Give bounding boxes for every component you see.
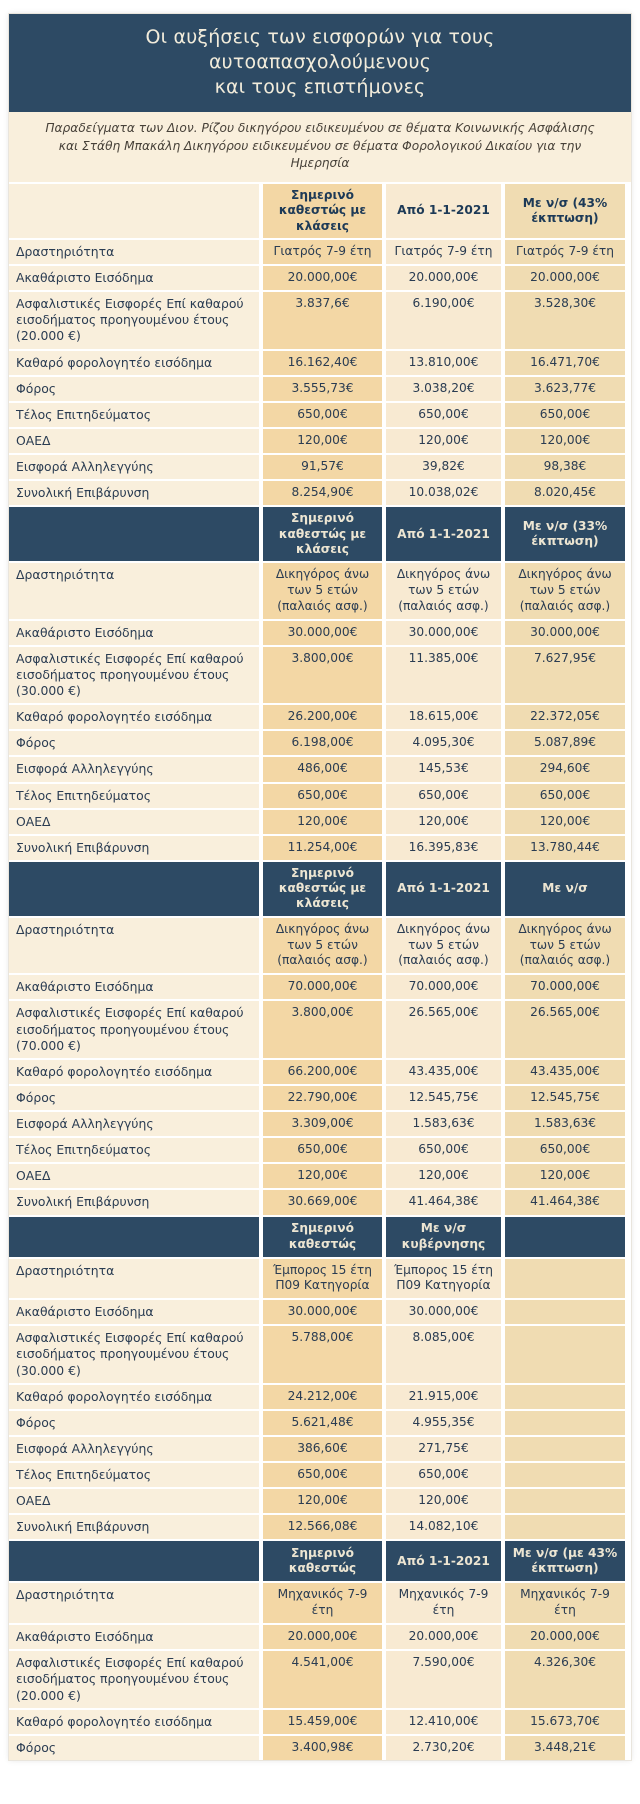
value-cell: 26.565,00€ (505, 1001, 625, 1057)
value-cell: 20.000,00€ (386, 1625, 501, 1649)
value-cell: 120,00€ (505, 429, 625, 453)
value-cell: 5.621,48€ (263, 1411, 382, 1435)
table-row (9, 1190, 631, 1214)
value-cell: 21.915,00€ (386, 1385, 501, 1409)
value-cell: 22.372,05€ (505, 705, 625, 729)
value-cell: 120,00€ (263, 1489, 382, 1513)
row-label: Φόρος (9, 1736, 259, 1760)
table-row (9, 1086, 631, 1110)
table-row (9, 1515, 631, 1539)
row-label: Δραστηριότητα (9, 1583, 259, 1623)
value-cell: 20.000,00€ (263, 1625, 382, 1649)
header-spacer-cell (9, 507, 259, 561)
table-row (9, 757, 631, 781)
value-cell: 650,00€ (505, 1138, 625, 1162)
value-cell: 650,00€ (386, 403, 501, 427)
value-cell: 13.780,44€ (505, 836, 625, 860)
row-label: ΟΑΕΔ (9, 429, 259, 453)
table-row (9, 377, 631, 401)
value-cell: 1.583,63€ (505, 1112, 625, 1136)
value-cell: 120,00€ (386, 1164, 501, 1188)
row-label: Ασφαλιστικές Εισφορές Επί καθαρού εισοδήματος προηγουμένου έτους (30.000 €) (9, 647, 259, 703)
column-header: Με ν/σ (505, 862, 625, 916)
table-row (9, 810, 631, 834)
value-cell: Δικηγόρος άνω των 5 ετών (παλαιός ασφ.) (263, 918, 382, 974)
value-cell: 271,75€ (386, 1437, 501, 1461)
row-label: Εισφορά Αλληλεγγύης (9, 1112, 259, 1136)
value-cell: 4.326,30€ (505, 1651, 625, 1707)
row-label: Τέλος Επιτηδεύματος (9, 403, 259, 427)
column-header: Σημερινό καθεστώς με κλάσεις (263, 507, 382, 561)
column-header: Σημερινό καθεστώς με κλάσεις (263, 862, 382, 916)
row-label: Συνολική Επιβάρυνση (9, 1515, 259, 1539)
value-cell: Γιατρός 7-9 έτη (386, 240, 501, 264)
page-title: Οι αυξήσεις των εισφορών για τους αυτοαπασχολούμενους και τους επιστήμονες (9, 14, 631, 112)
value-cell: 30.000,00€ (263, 1300, 382, 1324)
value-cell: 3.555,73€ (263, 377, 382, 401)
column-header: Από 1-1-2021 (386, 184, 501, 238)
row-label: Ακαθάριστο Εισόδημα (9, 1300, 259, 1324)
table-row (9, 1112, 631, 1136)
value-cell (505, 1300, 625, 1324)
value-cell (505, 1463, 625, 1487)
value-cell: 20.000,00€ (505, 266, 625, 290)
table-row (9, 621, 631, 645)
row-label: Καθαρό φορολογητέο εισόδημα (9, 1710, 259, 1734)
row-label: Φόρος (9, 1086, 259, 1110)
column-header: Με ν/σ (με 43% έκπτωση) (505, 1541, 625, 1581)
value-cell: 4.955,35€ (386, 1411, 501, 1435)
row-label: Δραστηριότητα (9, 240, 259, 264)
value-cell: 39,82€ (386, 455, 501, 479)
table-row (9, 918, 631, 974)
row-label: Ασφαλιστικές Εισφορές Επί καθαρού εισοδήματος προηγουμένου έτους (70.000 €) (9, 1001, 259, 1057)
row-label: Συνολική Επιβάρυνση (9, 836, 259, 860)
table-row (9, 455, 631, 479)
value-cell: 6.190,00€ (386, 292, 501, 348)
value-cell: 12.545,75€ (386, 1086, 501, 1110)
table-row (9, 403, 631, 427)
value-cell (505, 1411, 625, 1435)
table-section-5 (9, 1539, 631, 1759)
row-label: Καθαρό φορολογητέο εισόδημα (9, 351, 259, 375)
value-cell: 650,00€ (505, 784, 625, 808)
value-cell: 120,00€ (386, 1489, 501, 1513)
table-row (9, 647, 631, 703)
row-label: Καθαρό φορολογητέο εισόδημα (9, 1385, 259, 1409)
value-cell: Δικηγόρος άνω των 5 ετών (παλαιός ασφ.) (386, 563, 501, 619)
value-cell: 7.590,00€ (386, 1651, 501, 1707)
row-label: ΟΑΕΔ (9, 810, 259, 834)
table-row (9, 1651, 631, 1707)
value-cell: 70.000,00€ (263, 975, 382, 999)
value-cell: 11.254,00€ (263, 836, 382, 860)
table-section-4 (9, 1215, 631, 1540)
column-header: Σημερινό καθεστώς (263, 1217, 382, 1257)
header-spacer-cell (9, 184, 259, 238)
table-row (9, 429, 631, 453)
value-cell: Μηχανικός 7-9 έτη (386, 1583, 501, 1623)
table-row (9, 1326, 631, 1382)
section-header-row (9, 1541, 631, 1581)
value-cell: 120,00€ (263, 429, 382, 453)
value-cell: 650,00€ (263, 784, 382, 808)
value-cell: 294,60€ (505, 757, 625, 781)
value-cell: Δικηγόρος άνω των 5 ετών (παλαιός ασφ.) (505, 918, 625, 974)
value-cell: 5.788,00€ (263, 1326, 382, 1382)
value-cell: Μηχανικός 7-9 έτη (505, 1583, 625, 1623)
value-cell: 3.309,00€ (263, 1112, 382, 1136)
header-spacer-cell (9, 1541, 259, 1581)
value-cell: 13.810,00€ (386, 351, 501, 375)
value-cell: Δικηγόρος άνω των 5 ετών (παλαιός ασφ.) (386, 918, 501, 974)
value-cell: 70.000,00€ (505, 975, 625, 999)
column-header: Με ν/σ (33% έκπτωση) (505, 507, 625, 561)
value-cell: 22.790,00€ (263, 1086, 382, 1110)
value-cell: 3.038,20€ (386, 377, 501, 401)
value-cell: Γιατρός 7-9 έτη (505, 240, 625, 264)
table-row (9, 836, 631, 860)
value-cell: 30.000,00€ (386, 621, 501, 645)
value-cell: Δικηγόρος άνω των 5 ετών (παλαιός ασφ.) (505, 563, 625, 619)
table-row (9, 563, 631, 619)
value-cell: 43.435,00€ (386, 1060, 501, 1084)
value-cell: 12.545,75€ (505, 1086, 625, 1110)
row-label: Συνολική Επιβάρυνση (9, 481, 259, 505)
value-cell: 650,00€ (505, 403, 625, 427)
value-cell: 26.200,00€ (263, 705, 382, 729)
row-label: ΟΑΕΔ (9, 1164, 259, 1188)
column-header: Από 1-1-2021 (386, 1541, 501, 1581)
row-label: Δραστηριότητα (9, 1259, 259, 1299)
row-label: Ασφαλιστικές Εισφορές Επί καθαρού εισοδήματος προηγουμένου έτους (20.000 €) (9, 1651, 259, 1707)
header-spacer-cell (9, 1217, 259, 1257)
value-cell: 18.615,00€ (386, 705, 501, 729)
table-row (9, 240, 631, 264)
value-cell: Γιατρός 7-9 έτη (263, 240, 382, 264)
value-cell: 6.198,00€ (263, 731, 382, 755)
value-cell: 10.038,02€ (386, 481, 501, 505)
value-cell: 120,00€ (505, 1164, 625, 1188)
value-cell (505, 1515, 625, 1539)
table-section-1 (9, 182, 631, 505)
row-label: Τέλος Επιτηδεύματος (9, 1138, 259, 1162)
row-label: Εισφορά Αλληλεγγύης (9, 455, 259, 479)
value-cell: 120,00€ (505, 810, 625, 834)
table-row (9, 292, 631, 348)
table-row (9, 1164, 631, 1188)
section-header-row (9, 862, 631, 916)
value-cell: 12.410,00€ (386, 1710, 501, 1734)
value-cell: 8.254,90€ (263, 481, 382, 505)
value-cell (505, 1437, 625, 1461)
value-cell: 14.082,10€ (386, 1515, 501, 1539)
value-cell: 24.212,00€ (263, 1385, 382, 1409)
value-cell: 98,38€ (505, 455, 625, 479)
table-row (9, 1001, 631, 1057)
row-label: Τέλος Επιτηδεύματος (9, 1463, 259, 1487)
row-label: Τέλος Επιτηδεύματος (9, 784, 259, 808)
table-row (9, 1489, 631, 1513)
value-cell: 15.673,70€ (505, 1710, 625, 1734)
table-row (9, 1300, 631, 1324)
value-cell: 3.623,77€ (505, 377, 625, 401)
row-label: Ακαθάριστο Εισόδημα (9, 975, 259, 999)
row-label: Συνολική Επιβάρυνση (9, 1190, 259, 1214)
row-label: Ακαθάριστο Εισόδημα (9, 621, 259, 645)
subtitle-area (9, 112, 631, 182)
section-header-row (9, 1217, 631, 1257)
row-label: Ακαθάριστο Εισόδημα (9, 266, 259, 290)
value-cell: 650,00€ (263, 403, 382, 427)
table-row (9, 1463, 631, 1487)
row-label: Φόρος (9, 1411, 259, 1435)
column-header: Σημερινό καθεστώς (263, 1541, 382, 1581)
value-cell: 3.528,30€ (505, 292, 625, 348)
column-header (505, 1217, 625, 1257)
value-cell: 66.200,00€ (263, 1060, 382, 1084)
value-cell: 8.085,00€ (386, 1326, 501, 1382)
value-cell: 145,53€ (386, 757, 501, 781)
value-cell (505, 1385, 625, 1409)
value-cell: 3.448,21€ (505, 1736, 625, 1760)
value-cell: 41.464,38€ (386, 1190, 501, 1214)
value-cell: 30.000,00€ (386, 1300, 501, 1324)
value-cell: 16.471,70€ (505, 351, 625, 375)
header-spacer-cell (9, 862, 259, 916)
row-label: Καθαρό φορολογητέο εισόδημα (9, 1060, 259, 1084)
subtitle-text: Παραδείγματα των Διον. Ρίζου δικηγόρου ειδικευμένου σε θέματα Κοινωνικής Ασφάλισης και Στάθη Μπακάλη Δικηγόρου ειδικευμένου σε θέματα Φορολογικού Δικαίου για την Ημερησία (45, 121, 595, 170)
table-section-3 (9, 860, 631, 1215)
table-row (9, 1411, 631, 1435)
column-header: Με ν/σ (43% έκπτωση) (505, 184, 625, 238)
value-cell: 5.087,89€ (505, 731, 625, 755)
table-row (9, 975, 631, 999)
value-cell: 650,00€ (263, 1463, 382, 1487)
value-cell: 120,00€ (386, 429, 501, 453)
value-cell: 11.385,00€ (386, 647, 501, 703)
value-cell: 16.395,83€ (386, 836, 501, 860)
value-cell: 486,00€ (263, 757, 382, 781)
row-label: Ακαθάριστο Εισόδημα (9, 1625, 259, 1649)
value-cell: 30.000,00€ (263, 621, 382, 645)
value-cell: 20.000,00€ (386, 266, 501, 290)
value-cell (505, 1259, 625, 1299)
row-label: Δραστηριότητα (9, 563, 259, 619)
value-cell: Έμπορος 15 έτη Π09 Κατηγορία (263, 1259, 382, 1299)
value-cell: 3.800,00€ (263, 647, 382, 703)
row-label: Φόρος (9, 377, 259, 401)
value-cell: 7.627,95€ (505, 647, 625, 703)
value-cell: 12.566,08€ (263, 1515, 382, 1539)
row-label: ΟΑΕΔ (9, 1489, 259, 1513)
table-row (9, 1259, 631, 1299)
value-cell: 120,00€ (263, 810, 382, 834)
value-cell: 26.565,00€ (386, 1001, 501, 1057)
table-row (9, 731, 631, 755)
value-cell: 15.459,00€ (263, 1710, 382, 1734)
row-label: Εισφορά Αλληλεγγύης (9, 1437, 259, 1461)
row-label: Δραστηριότητα (9, 918, 259, 974)
value-cell: 30.000,00€ (505, 621, 625, 645)
column-header: Από 1-1-2021 (386, 862, 501, 916)
value-cell (505, 1326, 625, 1382)
row-label: Φόρος (9, 731, 259, 755)
value-cell: 650,00€ (386, 1463, 501, 1487)
value-cell: 650,00€ (386, 784, 501, 808)
value-cell: 16.162,40€ (263, 351, 382, 375)
table-row (9, 1060, 631, 1084)
row-label: Εισφορά Αλληλεγγύης (9, 757, 259, 781)
row-label: Ασφαλιστικές Εισφορές Επί καθαρού εισοδήματος προηγουμένου έτους (20.000 €) (9, 292, 259, 348)
value-cell: 3.800,00€ (263, 1001, 382, 1057)
table-row (9, 1710, 631, 1734)
value-cell: Μηχανικός 7-9 έτη (263, 1583, 382, 1623)
value-cell: 20.000,00€ (505, 1625, 625, 1649)
value-cell: 8.020,45€ (505, 481, 625, 505)
table-row (9, 1625, 631, 1649)
value-cell: Έμπορος 15 έτη Π09 Κατηγορία (386, 1259, 501, 1299)
table-row (9, 1583, 631, 1623)
infographic-poster (9, 14, 631, 1760)
value-cell: 120,00€ (263, 1164, 382, 1188)
column-header: Με ν/σ κυβέρνησης (386, 1217, 501, 1257)
table-row (9, 1736, 631, 1760)
value-cell: Δικηγόρος άνω των 5 ετών (παλαιός ασφ.) (263, 563, 382, 619)
value-cell: 30.669,00€ (263, 1190, 382, 1214)
value-cell (505, 1489, 625, 1513)
table-row (9, 1437, 631, 1461)
table-row (9, 266, 631, 290)
column-header: Σημερινό καθεστώς με κλάσεις (263, 184, 382, 238)
value-cell: 70.000,00€ (386, 975, 501, 999)
column-header: Από 1-1-2021 (386, 507, 501, 561)
value-cell: 650,00€ (386, 1138, 501, 1162)
table-row (9, 351, 631, 375)
value-cell: 386,60€ (263, 1437, 382, 1461)
value-cell: 43.435,00€ (505, 1060, 625, 1084)
value-cell: 4.095,30€ (386, 731, 501, 755)
value-cell: 20.000,00€ (263, 266, 382, 290)
table-row (9, 705, 631, 729)
value-cell: 120,00€ (386, 810, 501, 834)
row-label: Ασφαλιστικές Εισφορές Επί καθαρού εισοδήματος προηγουμένου έτους (30.000 €) (9, 1326, 259, 1382)
contribution-table (9, 182, 631, 1760)
value-cell: 4.541,00€ (263, 1651, 382, 1707)
value-cell: 41.464,38€ (505, 1190, 625, 1214)
value-cell: 3.837,6€ (263, 292, 382, 348)
value-cell: 1.583,63€ (386, 1112, 501, 1136)
value-cell: 650,00€ (263, 1138, 382, 1162)
table-row (9, 1385, 631, 1409)
table-row (9, 784, 631, 808)
value-cell: 3.400,98€ (263, 1736, 382, 1760)
table-row (9, 481, 631, 505)
table-section-2 (9, 505, 631, 860)
table-row (9, 1138, 631, 1162)
row-label: Καθαρό φορολογητέο εισόδημα (9, 705, 259, 729)
section-header-row (9, 184, 631, 238)
section-header-row (9, 507, 631, 561)
value-cell: 2.730,20€ (386, 1736, 501, 1760)
value-cell: 91,57€ (263, 455, 382, 479)
